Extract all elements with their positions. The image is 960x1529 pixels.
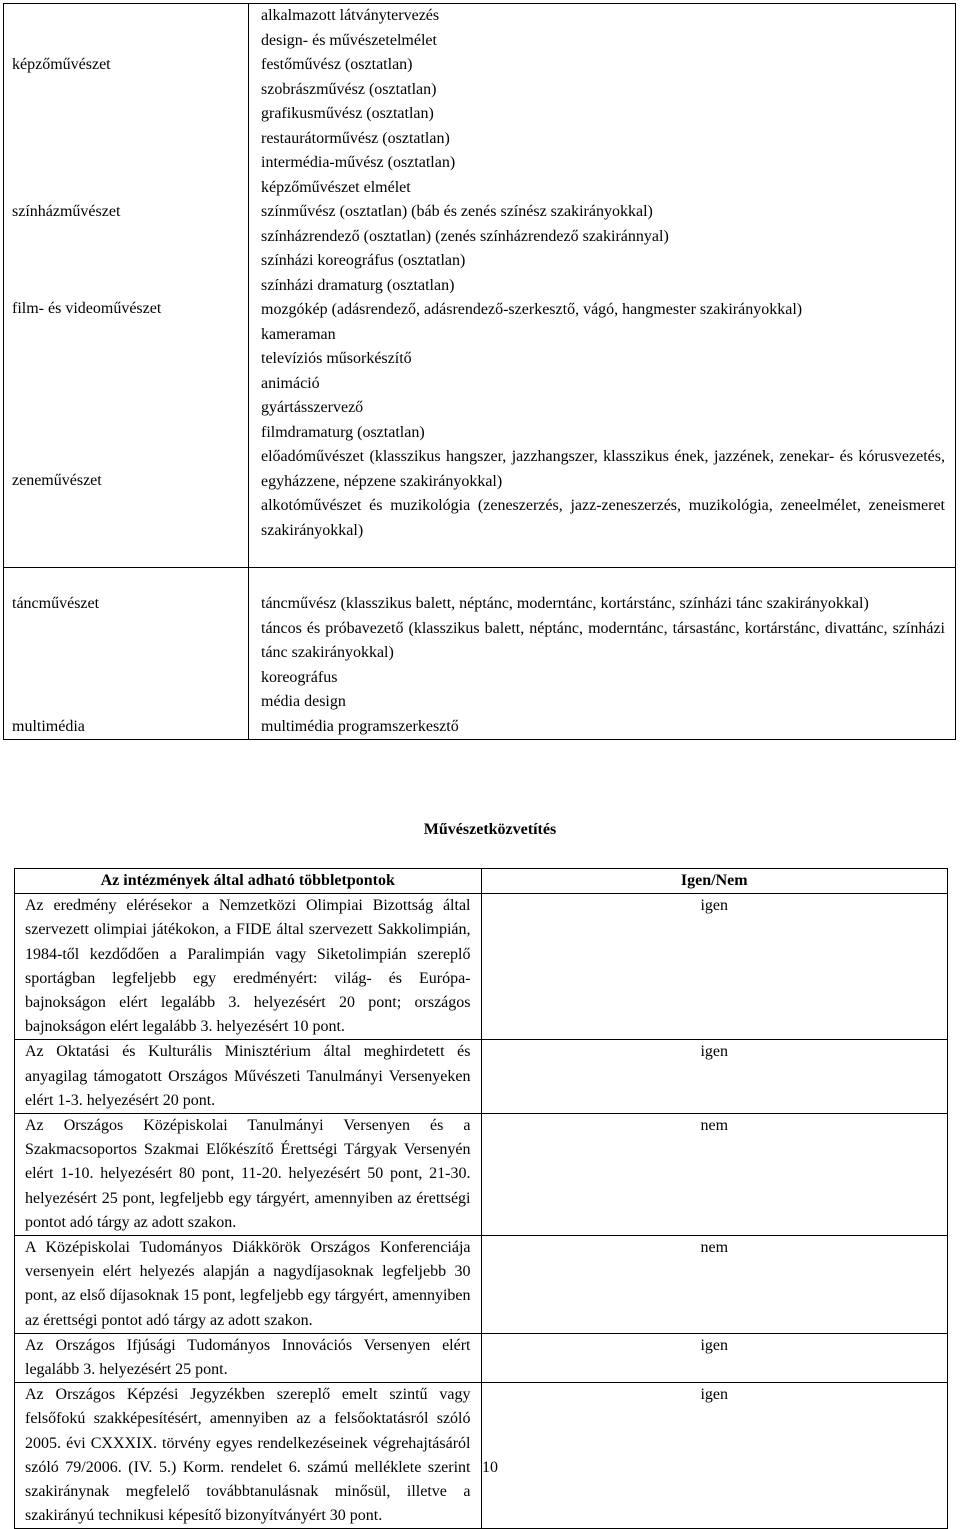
program-item: színházrendező (osztatlan) (zenés színházrendező szakiránnyal) bbox=[261, 227, 669, 245]
program-item: filmdramaturg (osztatlan) bbox=[261, 423, 425, 441]
program-item: táncos és próbavezető (klasszikus balett, néptánc, moderntánc, társastánc, kortárstánc, divattánc, színházi tánc szakirányokkal) bbox=[261, 619, 945, 661]
points-header-left: Az intézmények által adható többletpontok bbox=[15, 869, 482, 894]
category-label: színházművészet bbox=[12, 202, 121, 220]
points-row-answer: igen bbox=[481, 1333, 948, 1382]
program-item: multimédia programszerkesztő bbox=[261, 717, 459, 735]
program-item: gyártásszervező bbox=[261, 399, 364, 416]
program-item: alkalmazott látványtervezés bbox=[261, 7, 440, 24]
points-row-text: Az Országos Ifjúsági Tudományos Innovációs Versenyen elért legalább 3. helyezésért 25 pont. bbox=[15, 1333, 482, 1382]
category-column-upper bbox=[4, 4, 249, 568]
category-label: zeneművészet bbox=[12, 471, 102, 489]
program-item: grafikusművész (osztatlan) bbox=[261, 105, 434, 122]
program-item: média design bbox=[261, 693, 346, 710]
points-row bbox=[15, 1114, 948, 1236]
points-row bbox=[15, 894, 948, 1040]
program-item: design- és művészetelmélet bbox=[261, 31, 437, 49]
program-item: animáció bbox=[261, 374, 320, 392]
points-row-text: A Középiskolai Tudományos Diákkörök Országos Konferenciája versenyein elért helyezés alapján a nagydíjasoknak legfeljebb 30 pont, az első díjasoknak 15 pont, legfeljebb egy tárgyért, amennyiben az érettségi pontot adó tárgy az adott szakon. bbox=[15, 1236, 482, 1334]
points-row bbox=[15, 1236, 948, 1334]
points-row bbox=[15, 1040, 948, 1114]
program-item: alkotóművészet és muzikológia (zeneszerzés, jazz-zeneszerzés, muzikológia, zeneelmélet, zeneismeret szakirányokkal) bbox=[261, 497, 945, 539]
points-row-text: Az Oktatási és Kulturális Minisztérium által meghirdetett és anyagilag támogatott Országos Művészeti Tanulmányi Versenyeken elért 1-3. helyezésért 20 pont. bbox=[15, 1040, 482, 1114]
program-item: előadóművészet (klasszikus hangszer, jazzhangszer, klasszikus ének, jazzének, zenekar- és kórusvezetés, egyházzene, népzene szakirányokkal) bbox=[261, 448, 945, 490]
program-item: intermédia-művész (osztatlan) bbox=[261, 154, 456, 171]
points-table bbox=[14, 868, 948, 1529]
points-row bbox=[15, 1333, 948, 1382]
points-row-answer: nem bbox=[481, 1236, 948, 1334]
category-label: multimédia bbox=[12, 717, 85, 735]
points-row-answer: nem bbox=[481, 1114, 948, 1236]
section-title: Művészetközvetítés bbox=[423, 821, 557, 838]
points-row bbox=[15, 1383, 948, 1529]
program-item: mozgókép (adásrendező, adásrendező-szerkesztő, vágó, hangmester szakirányokkal) bbox=[261, 301, 803, 318]
points-row-answer: igen bbox=[481, 1383, 948, 1529]
program-item: színházi dramaturg (osztatlan) bbox=[261, 276, 455, 294]
category-label: táncművészet bbox=[12, 595, 100, 612]
points-row-answer: igen bbox=[481, 1040, 948, 1114]
points-row-text: Az eredmény elérésekor a Nemzetközi Olimpiai Bizottság által szervezett olimpiai játékokon, a FIDE által szervezett Sakkolimpián, 1984-től kezdődően a Paralimpián vagy Siketolimpián szereplő sportágban legfeljebb egy eredményért: világ- és Európa-bajnokságon elért legalább 3. helyezésért 20 pont; országos bajnokságon elért legalább 3. helyezésért 10 pont. bbox=[15, 894, 482, 1040]
program-item: restaurátorművész (osztatlan) bbox=[261, 129, 450, 147]
spacer bbox=[261, 568, 945, 592]
points-row-answer: igen bbox=[481, 894, 948, 1040]
program-item: szobrászművész (osztatlan) bbox=[261, 80, 437, 98]
category-column-lower bbox=[4, 568, 249, 740]
points-header-row bbox=[15, 869, 948, 894]
program-item: táncművész (klasszikus balett, néptánc, moderntánc, kortárstánc, színházi tánc szakirányokkal) bbox=[261, 595, 869, 612]
points-header-right: Igen/Nem bbox=[481, 869, 948, 894]
programs-row-lower bbox=[4, 568, 956, 740]
spacer bbox=[261, 543, 945, 567]
points-row-text: Az Országos Képzési Jegyzékben szereplő emelt szintű vagy felsőfokú szakképesítésért, amennyiben az a felsőoktatásról szóló 2005. évi CXXXIX. törvény egyes rendelkezéseinek végrehajtásáról szóló 79/2006. (IV. 5.) Korm. rendelet 6. számú melléklete szerint szakiránynak megfelelő továbbtanulásnak minősül, illetve a szakirányú technikusi képesítő bizonyítványért 30 pont. bbox=[15, 1383, 482, 1529]
program-item: televíziós műsorkészítő bbox=[261, 350, 412, 367]
program-item: koreográfus bbox=[261, 668, 338, 686]
category-label: film- és videoművészet bbox=[12, 300, 162, 317]
points-row-text: Az Országos Középiskolai Tanulmányi Versenyen és a Szakmacsoportos Szakmai Előkészítő Érettségi Tárgyak Versenyén elért 1-10. helyezésért 80 pont, 11-20. helyezésért 50 pont, 21-30. helyezésért 25 pont, legfeljebb egy tárgyért, amennyiben az érettségi pontot adó tárgy az adott szakon. bbox=[15, 1114, 482, 1236]
program-column-lower bbox=[249, 568, 956, 740]
programs-table bbox=[3, 3, 956, 740]
program-item: képzőművészet elmélet bbox=[261, 178, 411, 196]
program-item: színművész (osztatlan) (báb és zenés színész szakirányokkal) bbox=[261, 203, 653, 220]
program-item: festőművész (osztatlan) bbox=[261, 56, 413, 73]
program-column-upper bbox=[249, 4, 956, 568]
category-label: képzőművészet bbox=[12, 56, 111, 73]
program-item: kameraman bbox=[261, 325, 336, 343]
page-number: 10 bbox=[482, 1459, 498, 1476]
program-item: színházi koreográfus (osztatlan) bbox=[261, 252, 466, 269]
programs-row-upper bbox=[4, 4, 956, 568]
